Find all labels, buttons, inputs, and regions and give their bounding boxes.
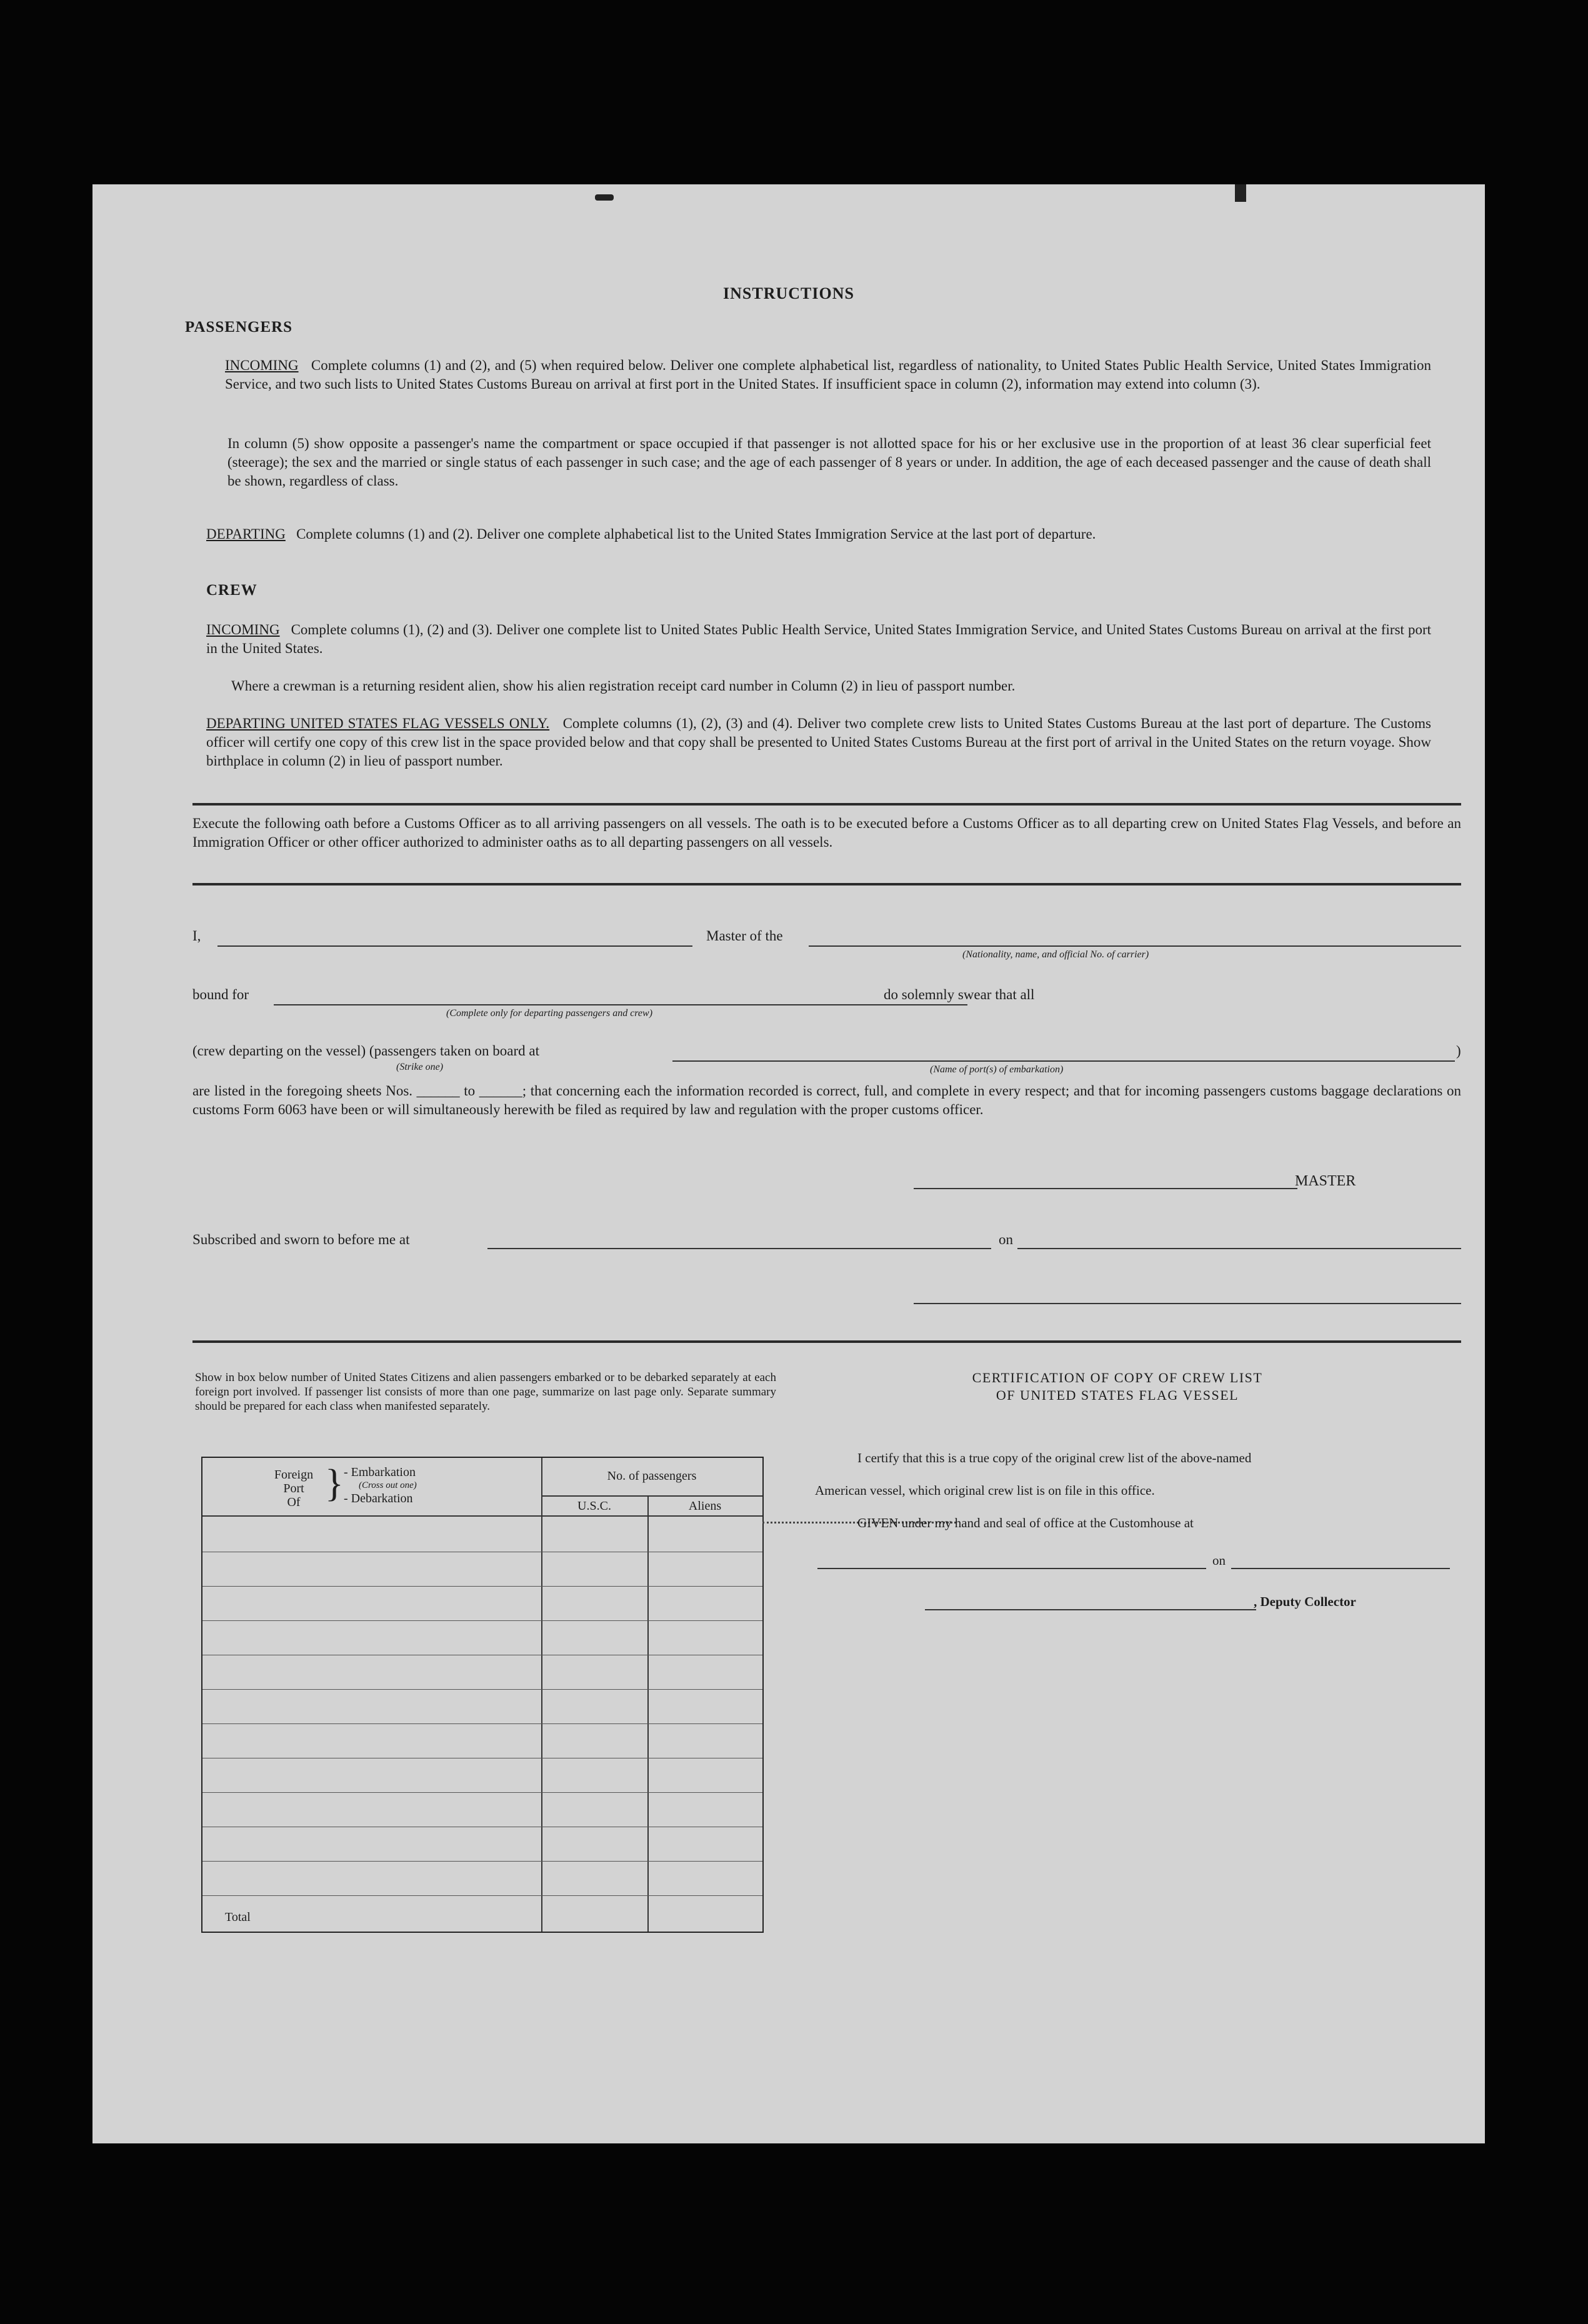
table-row[interactable] [202, 1586, 762, 1587]
ports-caption: (Name of port(s) of embarkation) [930, 1064, 1064, 1075]
page-title: INSTRUCTIONS [723, 284, 854, 302]
customhouse-field[interactable] [817, 1568, 1206, 1569]
aliens-label: Aliens [688, 1499, 722, 1513]
sworn-date-field[interactable] [1017, 1248, 1461, 1249]
debarkation-label: - Debarkation [344, 1492, 413, 1505]
cert-on-label: on [1212, 1553, 1226, 1568]
divider [192, 803, 1461, 805]
oath-intro-text: Execute the following oath before a Customs Officer as to all arriving passengers on all vessels. The oath is to be executed before a Customs Officer as to all departing crew on United States Flag Vessels, and before an Immigration Officer or other officer authorized to administer oaths as to all departing passengers on all vessels. [192, 815, 1461, 850]
passenger-summary-table [201, 1457, 764, 1933]
passengers-incoming-label: INCOMING [225, 357, 299, 373]
summary-instructions [195, 1370, 776, 1414]
divider [192, 1340, 1461, 1343]
complete-only-caption: (Complete only for departing passengers and crew) [446, 1008, 653, 1019]
foreign-label: Foreign [274, 1468, 314, 1482]
passengers-departing-text: Complete columns (1) and (2). Deliver one complete alphabetical list to the United States Immigration Service at the last port of departure. [296, 526, 1096, 542]
close-paren: ) [1456, 1043, 1461, 1059]
passengers-column5 [227, 434, 1431, 491]
no-of-passengers-label: No. of passengers [607, 1469, 697, 1483]
col-divider [647, 1497, 649, 1932]
master-name-field[interactable] [217, 945, 692, 947]
sworn-on-label: on [999, 1232, 1013, 1247]
foreign-port-of-label [265, 1468, 322, 1509]
officer-signature-field[interactable] [914, 1303, 1461, 1304]
brace-icon: } [325, 1462, 344, 1505]
ink-mark [1235, 184, 1246, 202]
crew-incoming-label: INCOMING [206, 622, 280, 637]
listed-text: are listed in the foregoing sheets Nos. ______ to ______; that concerning each the information recorded is correct, full, and complete in every respect; and that for incoming passengers customs baggage declarations on customs Form 6063 have been or will simultaneously herewith be filed as required by law and regulation with the proper customs officer. [192, 1083, 1461, 1117]
table-row[interactable] [202, 1723, 762, 1724]
oath-intro [192, 814, 1461, 852]
nationality-caption: (Nationality, name, and official No. of carrier) [962, 949, 1149, 960]
subscribed-label: Subscribed and sworn to before me at [192, 1232, 410, 1247]
passengers-incoming [225, 356, 1431, 394]
table-row[interactable] [202, 1620, 762, 1621]
master-of-the-label: Master of the [706, 928, 783, 944]
crew-departing-label: DEPARTING UNITED STATES FLAG VESSELS ONLY. [206, 716, 550, 731]
of-label: Of [287, 1495, 301, 1509]
total-label: Total [225, 1910, 251, 1924]
crew-departing [206, 714, 1431, 771]
passengers-heading: PASSENGERS [185, 319, 293, 336]
form-sheet [92, 184, 1485, 2143]
divider [192, 883, 1461, 885]
passengers-departing [206, 525, 1431, 544]
certification-title [874, 1369, 1361, 1404]
table-row[interactable] [202, 1792, 762, 1793]
embarkation-label: - Embarkation [344, 1465, 416, 1479]
table-row[interactable] [202, 1861, 762, 1862]
bound-for-label: bound for [192, 987, 249, 1002]
table-row[interactable] [202, 1895, 762, 1896]
header-bottom [202, 1515, 762, 1517]
cert-date-field[interactable] [1231, 1568, 1450, 1569]
passengers-departing-label: DEPARTING [206, 526, 286, 542]
oath-i-label: I, [192, 928, 201, 944]
crew-departing-text: Complete columns (1), (2), (3) and (4). Deliver two complete crew lists to United States Customs Bureau at the last port of departure. The Customs officer will certify one copy of this crew list in the space provided below and that copy shall be presented to United States Customs Bureau at the first port of arrival in the United States on the return voyage. Show birthplace in column (2) in lieu of passport number. [206, 716, 1432, 769]
cross-out-caption: (Cross out one) [359, 1480, 417, 1490]
usc-label: U.S.C. [577, 1499, 611, 1513]
strike-one-caption: (Strike one) [396, 1062, 444, 1072]
crew-resident [231, 677, 1431, 696]
header-divider [541, 1495, 762, 1497]
crew-heading: CREW [206, 582, 257, 599]
summary-instructions-text: Show in box below number of United States Citizens and alien passengers embarked or to be debarked separately at each foreign port involved. If passenger list consists of more than one page, summarize on last page only. Separate summary should be prepared for each class when manifested separately. [195, 1371, 776, 1413]
crew-departing-clause: (crew departing on the vessel) (passengers taken on board at [192, 1043, 539, 1059]
ink-mark [595, 194, 614, 201]
master-signature-field[interactable] [914, 1188, 1297, 1189]
given-line: GIVEN under my hand and seal of office at the Customhouse at [857, 1515, 1194, 1530]
crew-incoming [206, 621, 1431, 658]
column5-text: In column (5) show opposite a passenger's name the compartment or space occupied if that passenger is not allotted space for his or her exclusive use in the proportion of at least 36 clear superficial feet (steerage); the sex and the married or single status of each passenger in such case; and the age of each passenger of 8 years or under. In addition, the age of each deceased passenger and the cause of death shall be shown, regardless of class. [227, 436, 1431, 489]
certification-title-line2: OF UNITED STATES FLAG VESSEL [996, 1387, 1239, 1403]
crew-incoming-text: Complete columns (1), (2) and (3). Deliver one complete list to United States Public Health Service, United States Immigration Service, and United States Customs Bureau on arrival at the first port in the United States. [206, 622, 1431, 656]
master-label: MASTER [1295, 1173, 1356, 1189]
embarkation-ports-field[interactable] [672, 1060, 1455, 1062]
deputy-signature-field[interactable] [925, 1609, 1256, 1610]
sworn-place-field[interactable] [487, 1248, 991, 1249]
deputy-collector-label: , Deputy Collector [1254, 1594, 1356, 1609]
oath-listed-text [192, 1082, 1461, 1119]
certification-title-line1: CERTIFICATION OF COPY OF CREW LIST [972, 1370, 1263, 1385]
bound-for-field[interactable] [274, 1004, 967, 1005]
passengers-incoming-text: Complete columns (1) and (2), and (5) when required below. Deliver one complete alphabetical list, regardless of nationality, to United States Public Health Service, United States Immigration Service, and two such lists to United States Customs Bureau on arrival at first port in the United States. If insufficient space in column (2), information may extend into column (3). [225, 357, 1432, 392]
certify-line2: American vessel, which original crew list is on file in this office. [815, 1483, 1155, 1498]
certify-line1: I certify that this is a true copy of the original crew list of the above-named [857, 1450, 1252, 1465]
table-row[interactable] [202, 1689, 762, 1690]
resident-text: Where a crewman is a returning resident alien, show his alien registration receipt card number in Column (2) in lieu of passport number. [231, 678, 1016, 694]
port-label: Port [283, 1482, 304, 1495]
carrier-field[interactable] [809, 945, 1461, 947]
do-solemnly-label: do solemnly swear that all [884, 987, 1035, 1002]
